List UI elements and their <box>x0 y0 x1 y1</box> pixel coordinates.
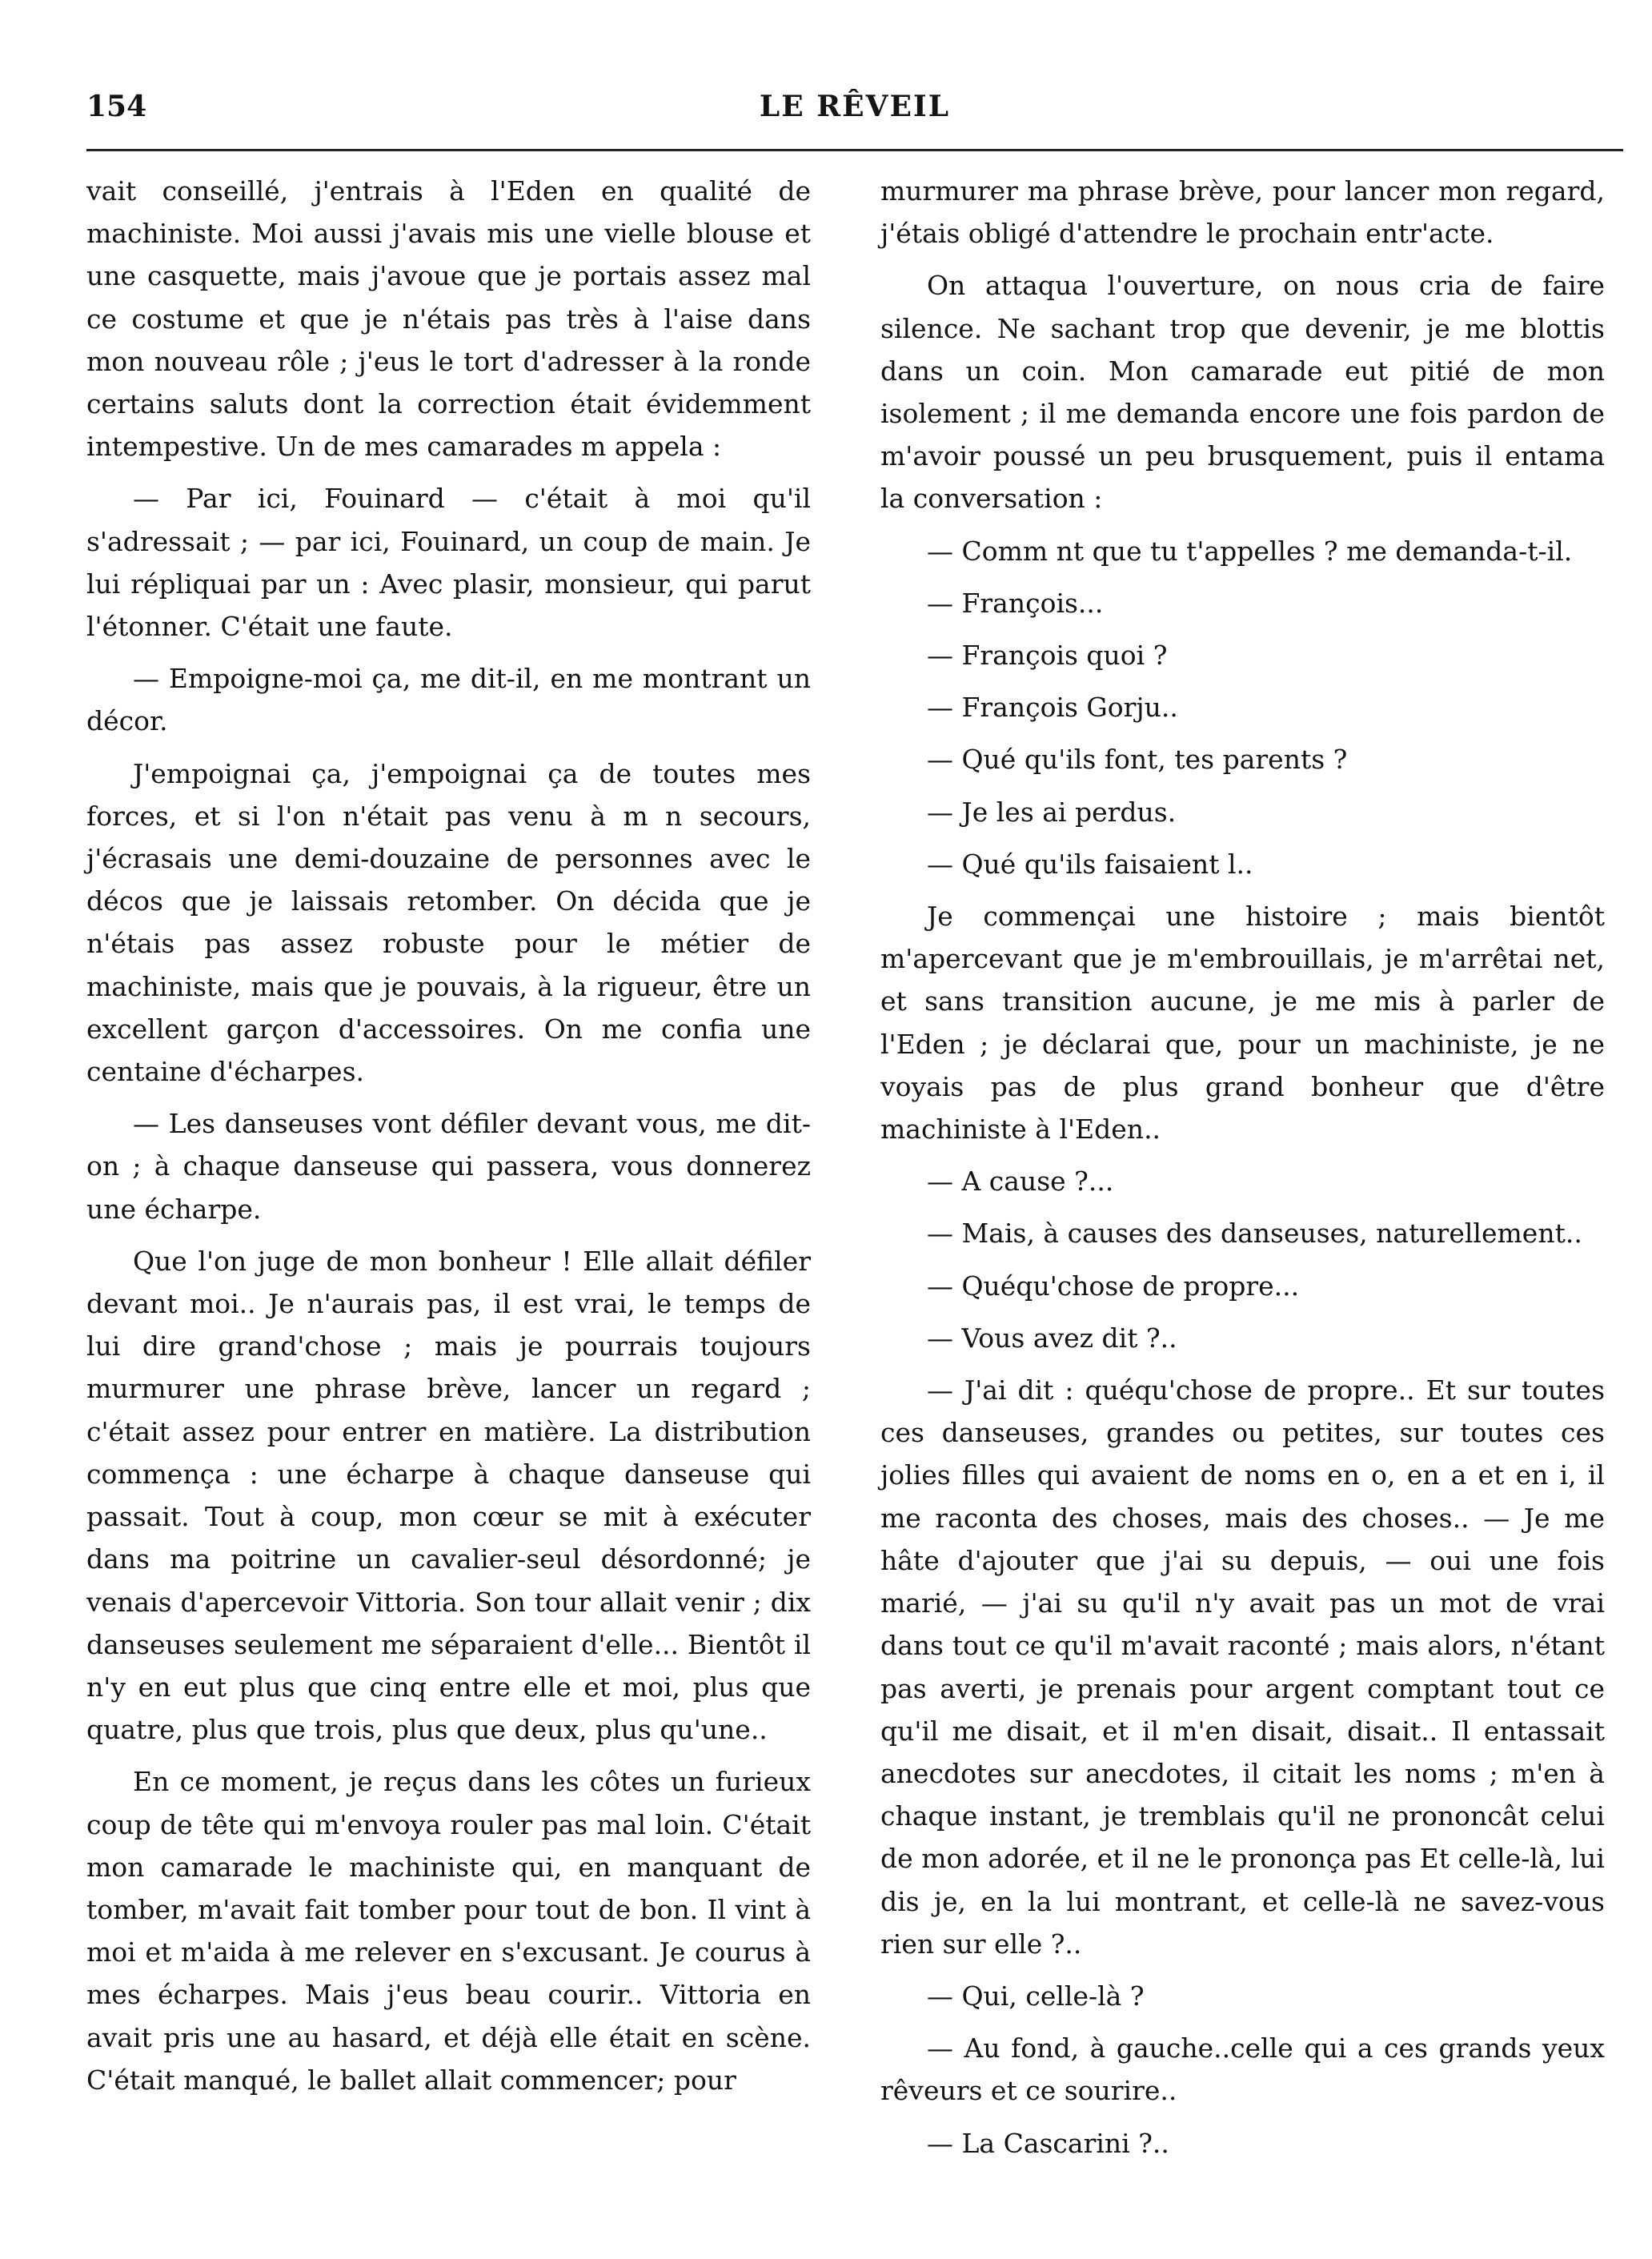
paragraph: — Au fond, à gauche..celle qui a ces grands yeux rêveurs et ce sourire.. <box>880 2032 1605 2107</box>
paragraph: J'empoignai ça, j'empoignai ça de toutes mes forces, et si l'on n'était pas venu à m n secours, j'écrasais une demi-douzaine de personnes avec le décos que je laissais retomber. On décida que je n'étais pas assez robuste pour le métier de machiniste, mais que je pouvais, à la rigueur, être un excellent garçon d'accessoires. On me confia une centaine d'écharpes. <box>86 757 811 1088</box>
paragraph: — Qué qu'ils font, tes parents ? <box>927 744 1348 776</box>
paragraph: — Quéqu'chose de propre... <box>927 1270 1300 1302</box>
paragraph: — Qui, celle-là ? <box>927 1980 1145 2012</box>
paragraph: On attaqua l'ouverture, on nous cria de faire silence. Ne sachant trop que devenir, je me blottis dans un coin. Mon camarade eut pitié de mon isolement ; il me demanda encore une fois pardon de m'avoir poussé un peu brusquement, puis il entama la conversation : <box>880 270 1605 515</box>
paragraph: — Empoigne-moi ça, me dit-il, en me montrant un décor. <box>86 663 811 737</box>
paragraph: — Vous avez dit ?.. <box>927 1322 1177 1354</box>
running-title: LE RÊVEIL <box>759 90 951 123</box>
paragraph: — Je les ai perdus. <box>927 796 1177 828</box>
paragraph: — Qué qu'ils faisaient l.. <box>927 848 1253 880</box>
left-column <box>86 170 811 2111</box>
page-number: 154 <box>86 90 147 123</box>
paragraph: vait conseillé, j'entrais à l'Eden en qualité de machiniste. Moi aussi j'avais mis une vielle blouse et une casquette, mais j'avoue que je portais assez mal ce costume et que je n'étais pas très à l'aise dans mon nouveau rôle ; j'eus le tort d'adresser à la ronde certains saluts dont la correction était évidemment intempestive. Un de mes camarades m appela : <box>86 175 811 463</box>
header-rule <box>86 149 1623 151</box>
paragraph: — La Cascarini ?.. <box>927 2127 1169 2159</box>
paragraph: — Comm nt que tu t'appelles ? me demanda-t-il. <box>927 535 1573 567</box>
paragraph: — François Gorju.. <box>927 692 1178 724</box>
paragraph: — J'ai dit : quéqu'chose de propre.. Et sur toutes ces danseuses, grandes ou petites, sur toutes ces jolies filles qui avaient de noms en o, en a et en i, il me raconta des choses, mais des choses.. — Je me hâte d'ajouter que j'ai su depuis, — oui une fois marié, — j'ai su qu'il n'y avait pas un mot de vrai dans tout ce qu'il m'avait raconté ; mais alors, n'étant pas averti, je prenais pour argent comptant tout ce qu'il me disait, et il m'en disait, disait.. Il entassait anecdotes sur anecdotes, il citait les noms ; m'en à chaque instant, je tremblais qu'il ne prononcât celui de mon adorée, et il ne le prononça pas Et celle-là, lui dis je, en la lui montrant, et celle-là ne savez-vous rien sur elle ?.. <box>880 1374 1605 1960</box>
paragraph: — Mais, à causes des danseuses, naturellement.. <box>927 1218 1582 1250</box>
paragraph: — François quoi ? <box>927 640 1168 672</box>
paragraph: Que l'on juge de mon bonheur ! Elle allait défiler devant moi.. Je n'aurais pas, il est vrai, le temps de lui dire grand'chose ; mais je pourrais toujours murmurer une phrase brève, lancer un regard ; c'était assez pour entrer en matière. La distribution commença : une écharpe à chaque danseuse qui passait. Tout à coup, mon cœur se mit à exécuter dans ma poitrine un cavalier-seul désordonné; je venais d'apercevoir Vittoria. Son tour allait venir ; dix danseuses seulement me séparaient d'elle... Bientôt il n'y en eut plus que cinq entre elle et moi, plus que quatre, plus que trois, plus que deux, plus qu'une.. <box>86 1245 811 1746</box>
paragraph: — A cause ?... <box>927 1166 1114 1198</box>
paragraph: — Les danseuses vont défiler devant vous, me dit-on ; à chaque danseuse qui passera, vous donnerez une écharpe. <box>86 1108 811 1225</box>
paragraph: — François... <box>927 587 1104 619</box>
page-header <box>86 90 1623 138</box>
right-column <box>880 170 1605 2174</box>
paragraph: murmurer ma phrase brève, pour lancer mon regard, j'étais obligé d'attendre le prochain entr'acte. <box>880 175 1605 250</box>
paragraph: En ce moment, je reçus dans les côtes un furieux coup de tête qui m'envoya rouler pas mal loin. C'était mon camarade le machiniste qui, en manquant de tomber, m'avait fait tomber pour tout de bon. Il vint à moi et m'aida à me relever en s'excusant. Je courus à mes écharpes. Mais j'eus beau courir.. Vittoria en avait pris une au hasard, et déjà elle était en scène. C'était manqué, le ballet allait commencer; pour <box>86 1766 811 2096</box>
paragraph: — Par ici, Fouinard — c'était à moi qu'il s'adressait ; — par ici, Fouinard, un coup de main. Je lui répliquai par un : Avec plasir, monsieur, qui parut l'étonner. C'était une faute. <box>86 483 811 643</box>
paragraph: Je commençai une histoire ; mais bientôt m'apercevant que je m'embrouillais, je m'arrêtai net, et sans transition aucune, je me mis à parler de l'Eden ; je déclarai que, pour un machiniste, je ne voyais pas de plus grand bonheur que d'être machiniste à l'Eden.. <box>880 901 1605 1146</box>
